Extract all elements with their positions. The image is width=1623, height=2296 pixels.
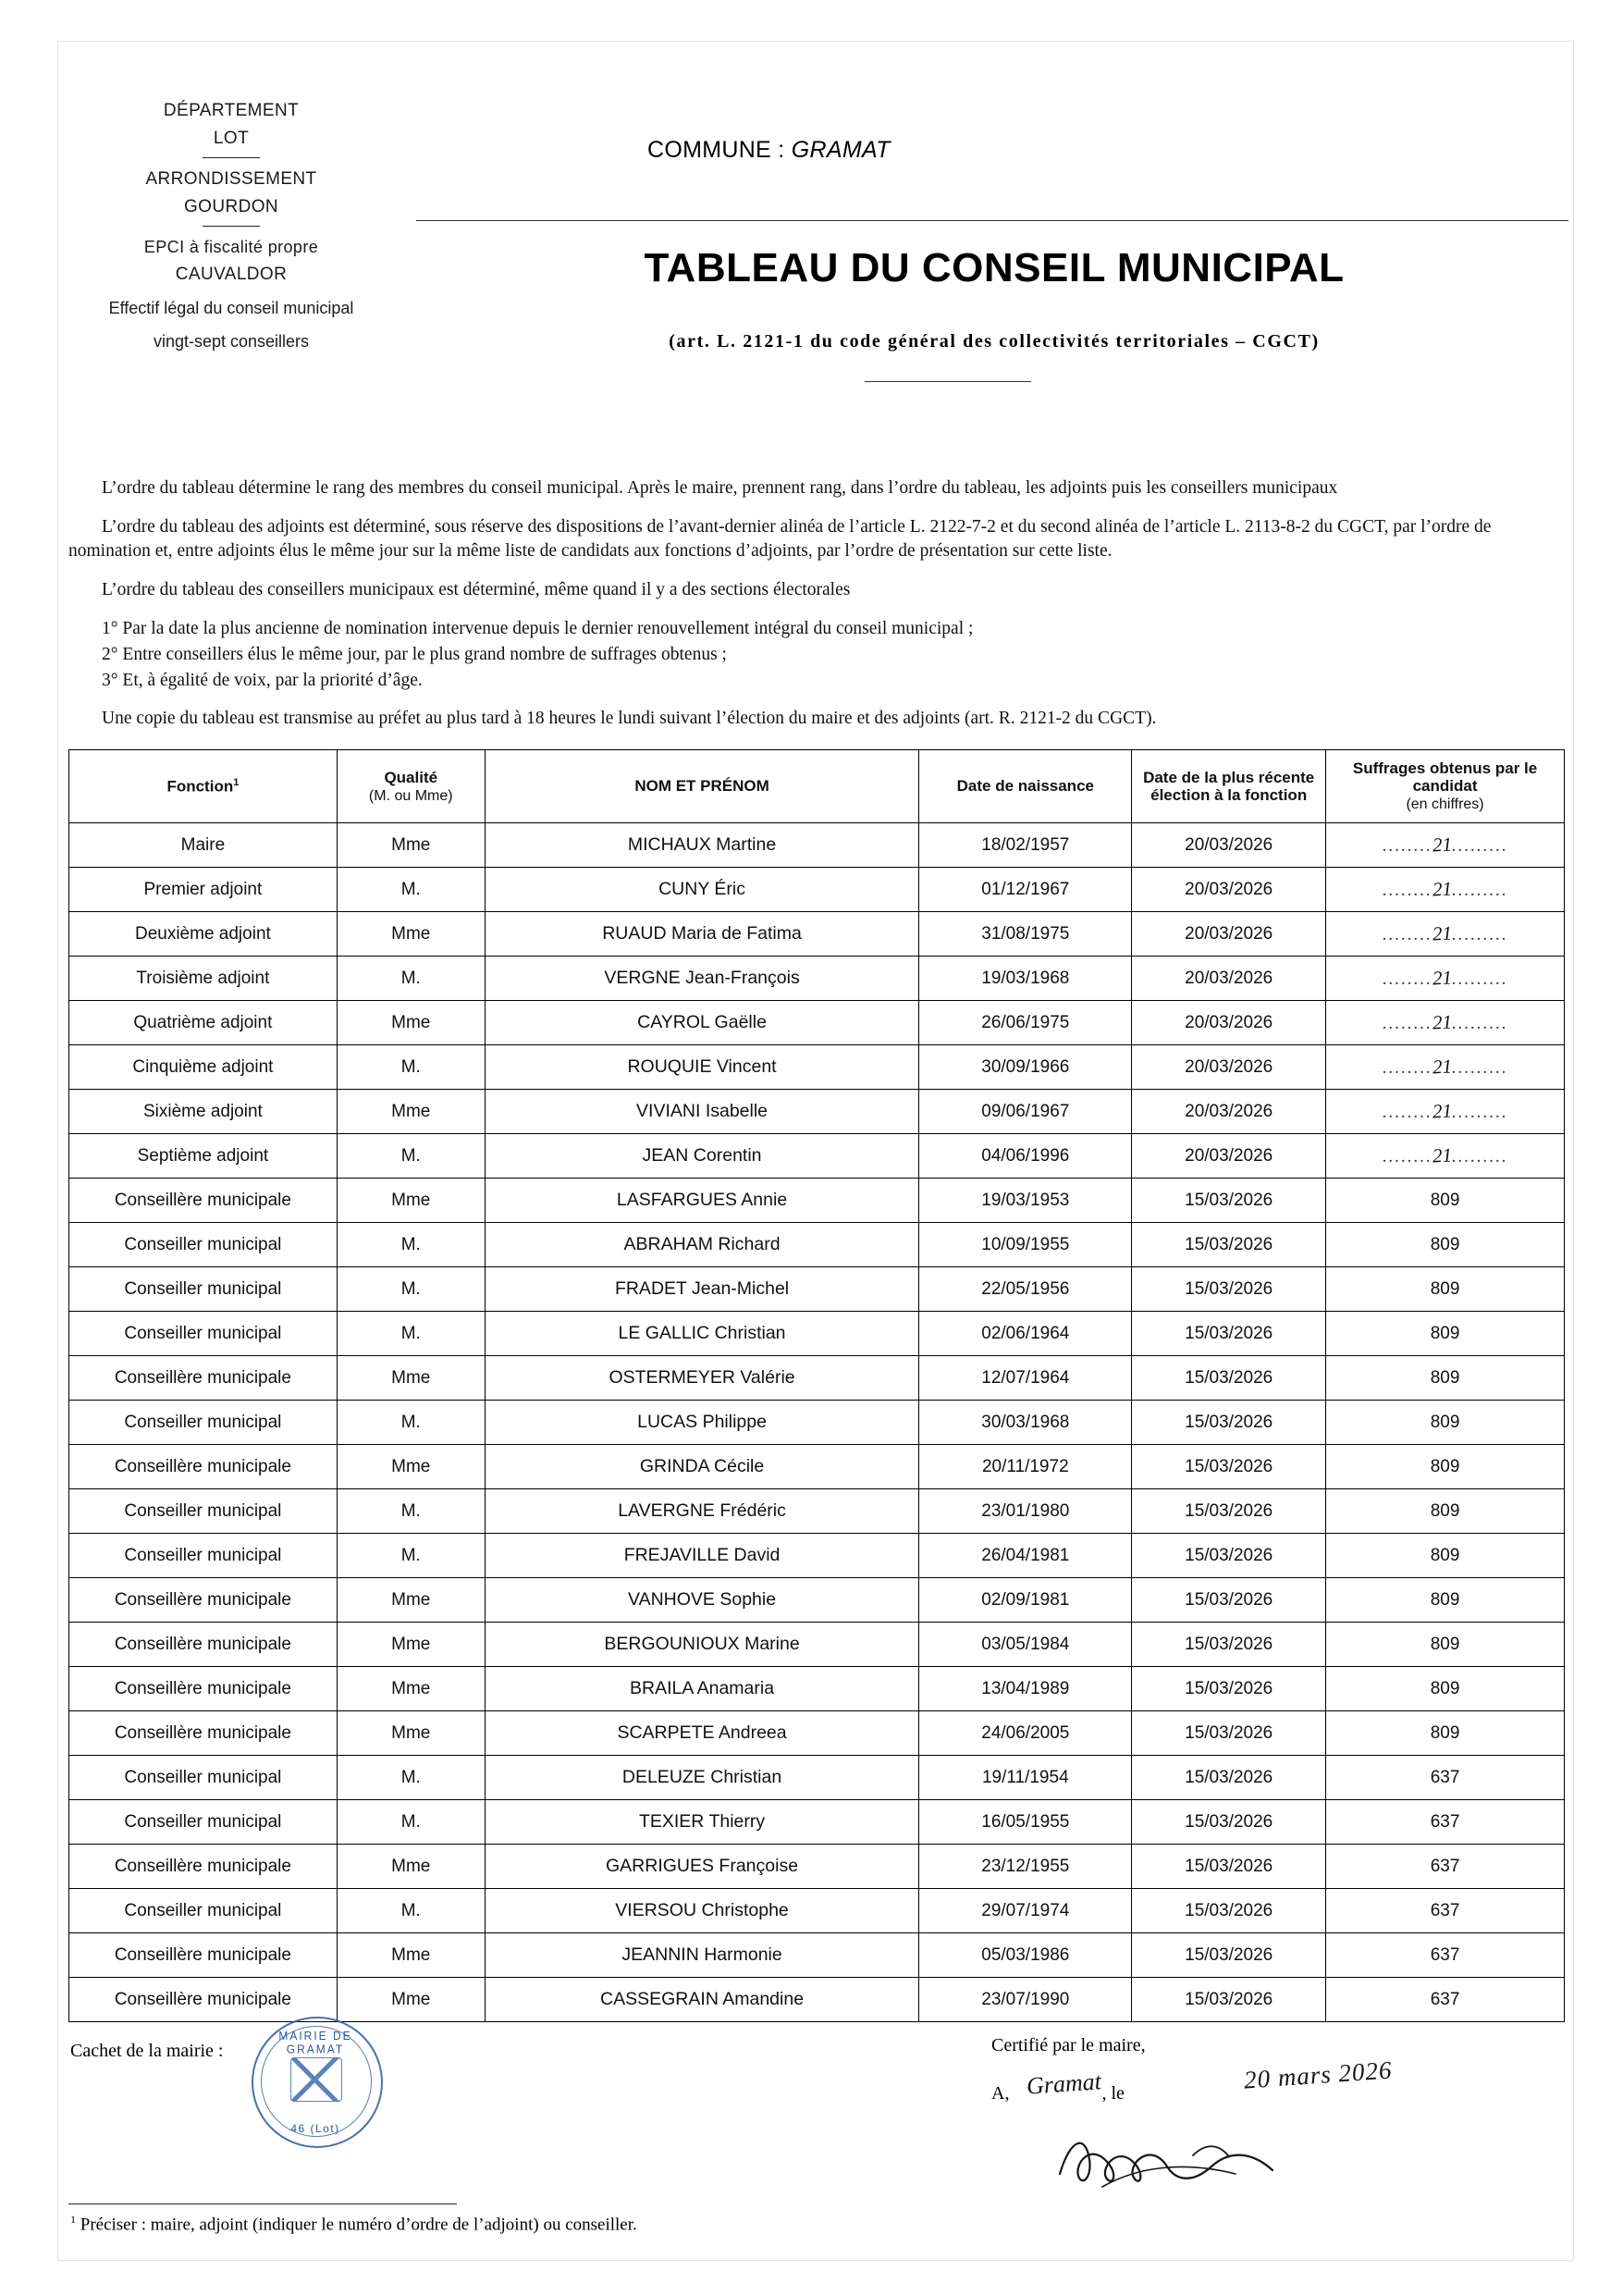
cell-suffrages: 637: [1326, 1978, 1565, 2022]
cell-nom: CASSEGRAIN Amandine: [485, 1978, 919, 2022]
cell-election: 20/03/2026: [1132, 868, 1326, 912]
effectif-value: vingt-sept conseillers: [153, 332, 310, 351]
commune-heading: [647, 137, 891, 164]
cell-suffrages: 809: [1326, 1312, 1565, 1356]
dotted-leader-end: .........: [1451, 969, 1508, 989]
cell-suffrages: 809: [1326, 1179, 1565, 1223]
cell-election: 20/03/2026: [1132, 957, 1326, 1001]
cell-naissance: 20/11/1972: [919, 1445, 1132, 1489]
cell-naissance: 30/09/1966: [919, 1045, 1132, 1090]
cell-suffrages: [1326, 1090, 1565, 1134]
le-label: , le: [1101, 2083, 1125, 2104]
cell-election: 20/03/2026: [1132, 1045, 1326, 1090]
cell-fonction: Cinquième adjoint: [69, 1045, 338, 1090]
handwritten-suffrages: 21: [1432, 1143, 1453, 1167]
commune-label: COMMUNE :: [647, 137, 785, 163]
table-row: [69, 1134, 1565, 1179]
column-header-qualite-sub: (M. ou Mme): [368, 787, 453, 804]
cell-fonction: Conseillère municipale: [69, 1978, 338, 2022]
cell-fonction: Conseiller municipal: [69, 1401, 338, 1445]
cell-fonction: Conseillère municipale: [69, 1179, 338, 1223]
cell-election: 15/03/2026: [1132, 1312, 1326, 1356]
legal-criterion-3: 3° Et, à égalité de voix, par la priorité d’âge.: [102, 670, 423, 690]
cell-qualite: Mme: [337, 1445, 485, 1489]
dotted-leader-end: .........: [1451, 881, 1508, 900]
table-row: [69, 1312, 1565, 1356]
cell-qualite: Mme: [337, 1001, 485, 1045]
handwritten-suffrages: 21: [1432, 877, 1453, 901]
divider-2: [203, 226, 260, 227]
dotted-leader-end: .........: [1451, 836, 1508, 856]
cell-election: 15/03/2026: [1132, 1179, 1326, 1223]
handwritten-suffrages: 21: [1432, 921, 1453, 945]
table-row: [69, 1978, 1565, 2022]
handwritten-place: Gramat: [1026, 2068, 1102, 2100]
table-body: [69, 823, 1565, 2022]
a-label: A,: [991, 2083, 1010, 2104]
cachet-label: Cachet de la mairie :: [70, 2041, 224, 2061]
cell-fonction: Conseillère municipale: [69, 1445, 338, 1489]
cell-nom: FREJAVILLE David: [485, 1534, 919, 1578]
cell-nom: ROUQUIE Vincent: [485, 1045, 919, 1090]
cell-qualite: Mme: [337, 1090, 485, 1134]
cell-qualite: M.: [337, 1489, 485, 1534]
table-row: [69, 1534, 1565, 1578]
footnote-divider: [68, 2203, 457, 2204]
departement-value: LOT: [213, 129, 250, 148]
cell-election: 15/03/2026: [1132, 1978, 1326, 2022]
cell-suffrages: 637: [1326, 1756, 1565, 1800]
table-row: [69, 1889, 1565, 1933]
cell-suffrages: 809: [1326, 1489, 1565, 1534]
cell-election: 15/03/2026: [1132, 1711, 1326, 1756]
column-header-fonction-note: 1: [233, 777, 240, 789]
cell-election: 15/03/2026: [1132, 1223, 1326, 1267]
table-row: [69, 1623, 1565, 1667]
cell-nom: BERGOUNIOUX Marine: [485, 1623, 919, 1667]
table-row: [69, 1489, 1565, 1534]
column-header-qualite-label: Qualité: [384, 768, 438, 786]
dotted-leader: ........: [1382, 1147, 1432, 1167]
table-row: [69, 1401, 1565, 1445]
cell-fonction: Conseiller municipal: [69, 1889, 338, 1933]
subtitle-divider: [865, 381, 1031, 382]
column-header-suffrages-sub: (en chiffres): [1406, 796, 1484, 813]
cell-fonction: Conseiller municipal: [69, 1756, 338, 1800]
mairie-stamp-icon: [252, 2017, 381, 2146]
cell-nom: OSTERMEYER Valérie: [485, 1356, 919, 1401]
cell-naissance: 12/07/1964: [919, 1356, 1132, 1401]
cell-suffrages: [1326, 868, 1565, 912]
cell-suffrages: [1326, 1134, 1565, 1179]
table-header-row: [69, 750, 1565, 823]
cell-qualite: Mme: [337, 1711, 485, 1756]
table-row: [69, 1845, 1565, 1889]
dotted-leader-end: .........: [1451, 1014, 1508, 1033]
cell-nom: SCARPETE Andreea: [485, 1711, 919, 1756]
cell-qualite: M.: [337, 1223, 485, 1267]
footnote-marker: 1: [70, 2213, 76, 2226]
cell-naissance: 05/03/1986: [919, 1933, 1132, 1978]
cell-nom: CUNY Éric: [485, 868, 919, 912]
dotted-leader: ........: [1382, 1103, 1432, 1122]
cell-fonction: Conseillère municipale: [69, 1845, 338, 1889]
epci-value: CAUVALDOR: [175, 265, 288, 284]
cell-suffrages: 809: [1326, 1711, 1565, 1756]
cell-suffrages: 809: [1326, 1223, 1565, 1267]
cell-nom: ABRAHAM Richard: [485, 1223, 919, 1267]
cell-election: 20/03/2026: [1132, 823, 1326, 868]
cell-naissance: 10/09/1955: [919, 1223, 1132, 1267]
cell-naissance: 26/04/1981: [919, 1534, 1132, 1578]
cell-naissance: 24/06/2005: [919, 1711, 1132, 1756]
cell-naissance: 30/03/1968: [919, 1401, 1132, 1445]
legal-criterion-2: 2° Entre conseillers élus le même jour, par le plus grand nombre de suffrages obtenus ;: [102, 644, 727, 664]
cell-fonction: Maire: [69, 823, 338, 868]
dotted-leader-end: .........: [1451, 1058, 1508, 1078]
cell-election: 15/03/2026: [1132, 1756, 1326, 1800]
cell-qualite: M.: [337, 1889, 485, 1933]
cell-fonction: Septième adjoint: [69, 1134, 338, 1179]
cell-nom: LAVERGNE Frédéric: [485, 1489, 919, 1534]
cell-nom: GRINDA Cécile: [485, 1445, 919, 1489]
legal-paragraph-1: L’ordre du tableau détermine le rang des membres du conseil municipal. Après le maire, prennent rang, dans l’ordre du tableau, les adjoints puis les conseillers municipaux: [102, 478, 1338, 498]
legal-text: [68, 476, 1562, 746]
cell-qualite: Mme: [337, 1179, 485, 1223]
cell-qualite: M.: [337, 868, 485, 912]
table-row: [69, 957, 1565, 1001]
table-row: [69, 1267, 1565, 1312]
cell-election: 15/03/2026: [1132, 1667, 1326, 1711]
cell-naissance: 13/04/1989: [919, 1667, 1132, 1711]
legal-paragraph-3: L’ordre du tableau des conseillers municipaux est déterminé, même quand il y a des sections électorales: [102, 579, 851, 599]
cell-suffrages: [1326, 1045, 1565, 1090]
cell-qualite: Mme: [337, 1623, 485, 1667]
cell-fonction: Conseillère municipale: [69, 1711, 338, 1756]
cell-qualite: Mme: [337, 1578, 485, 1623]
cell-fonction: Conseiller municipal: [69, 1223, 338, 1267]
cell-suffrages: [1326, 1001, 1565, 1045]
cell-fonction: Conseiller municipal: [69, 1312, 338, 1356]
cell-suffrages: 809: [1326, 1578, 1565, 1623]
cell-election: 15/03/2026: [1132, 1489, 1326, 1534]
stamp-top-text: MAIRIE DE GRAMAT: [278, 2029, 352, 2056]
cell-naissance: 19/03/1968: [919, 957, 1132, 1001]
cell-election: 15/03/2026: [1132, 1845, 1326, 1889]
dotted-leader-end: .........: [1451, 925, 1508, 944]
table-row: [69, 1001, 1565, 1045]
column-header-suffrages: [1326, 750, 1565, 823]
cell-election: 15/03/2026: [1132, 1800, 1326, 1845]
cell-qualite: M.: [337, 1267, 485, 1312]
cell-nom: VERGNE Jean-François: [485, 957, 919, 1001]
cell-suffrages: [1326, 957, 1565, 1001]
cell-naissance: 23/07/1990: [919, 1978, 1132, 2022]
cell-nom: LUCAS Philippe: [485, 1401, 919, 1445]
footnote-text: Préciser : maire, adjoint (indiquer le numéro d’ordre de l’adjoint) ou conseiller.: [80, 2215, 637, 2235]
cell-naissance: 18/02/1957: [919, 823, 1132, 868]
cell-nom: LASFARGUES Annie: [485, 1179, 919, 1223]
column-header-fonction: [69, 750, 338, 823]
cell-naissance: 22/05/1956: [919, 1267, 1132, 1312]
council-table: [68, 749, 1565, 2022]
cell-election: 15/03/2026: [1132, 1267, 1326, 1312]
cell-suffrages: 637: [1326, 1845, 1565, 1889]
cell-nom: DELEUZE Christian: [485, 1756, 919, 1800]
cell-naissance: 09/06/1967: [919, 1090, 1132, 1134]
cell-naissance: 19/11/1954: [919, 1756, 1132, 1800]
dotted-leader: ........: [1382, 1058, 1432, 1078]
cell-election: 15/03/2026: [1132, 1356, 1326, 1401]
cell-qualite: M.: [337, 957, 485, 1001]
column-header-fonction-label: Fonction: [166, 777, 234, 796]
cell-nom: VIERSOU Christophe: [485, 1889, 919, 1933]
arrondissement-value: GOURDON: [183, 197, 279, 216]
footnote: [70, 2213, 637, 2235]
legal-paragraph-4: Une copie du tableau est transmise au préfet au plus tard à 18 heures le lundi suivant l’élection du maire et des adjoints (art. R. 2121-2 du CGCT).: [102, 709, 1157, 729]
cell-naissance: 04/06/1996: [919, 1134, 1132, 1179]
commune-value: GRAMAT: [791, 137, 891, 163]
cell-qualite: M.: [337, 1534, 485, 1578]
cell-qualite: M.: [337, 1045, 485, 1090]
legal-paragraph-2: L’ordre du tableau des adjoints est déterminé, sous réserve des dispositions de l’avant-dernier alinéa de l’article L. 2122-7-2 et du second alinéa de l’article L. 2113-8-2 du CGCT, par l’ordre de nomination et, entre adjoints élus le même jour sur la même liste de candidats aux fonctions d’adjoints, par l’ordre de présentation sur cette liste.: [68, 516, 1492, 561]
legal-criterion-1: 1° Par la date la plus ancienne de nomination intervenue depuis le dernier renouvellement intégral du conseil municipal ;: [102, 618, 974, 638]
cell-qualite: Mme: [337, 1933, 485, 1978]
cell-election: 20/03/2026: [1132, 1134, 1326, 1179]
cell-naissance: 23/01/1980: [919, 1489, 1132, 1534]
column-header-election: Date de la plus récente élection à la fonction: [1132, 750, 1326, 823]
cell-fonction: Conseiller municipal: [69, 1800, 338, 1845]
cell-nom: VANHOVE Sophie: [485, 1578, 919, 1623]
table-row: [69, 912, 1565, 957]
cell-nom: TEXIER Thierry: [485, 1800, 919, 1845]
cell-naissance: 03/05/1984: [919, 1623, 1132, 1667]
cell-qualite: Mme: [337, 1667, 485, 1711]
cell-nom: JEAN Corentin: [485, 1134, 919, 1179]
cell-naissance: 26/06/1975: [919, 1001, 1132, 1045]
cell-naissance: 01/12/1967: [919, 868, 1132, 912]
table-row: [69, 1756, 1565, 1800]
header-left-block: [65, 102, 398, 350]
cell-naissance: 19/03/1953: [919, 1179, 1132, 1223]
cell-election: 20/03/2026: [1132, 1090, 1326, 1134]
cell-fonction: Conseillère municipale: [69, 1578, 338, 1623]
handwritten-suffrages: 21: [1432, 966, 1453, 990]
handwritten-suffrages: 21: [1432, 1099, 1453, 1123]
column-header-suffrages-label: Suffrages obtenus par le candidat: [1352, 759, 1538, 796]
cell-fonction: Sixième adjoint: [69, 1090, 338, 1134]
handwritten-suffrages: 21: [1432, 833, 1453, 857]
handwritten-suffrages: 21: [1432, 1010, 1453, 1034]
cell-suffrages: 637: [1326, 1800, 1565, 1845]
page-title: TABLEAU DU CONSEIL MUNICIPAL: [644, 245, 1345, 290]
cell-nom: LE GALLIC Christian: [485, 1312, 919, 1356]
table-row: [69, 1223, 1565, 1267]
cell-fonction: Conseiller municipal: [69, 1534, 338, 1578]
cell-fonction: Premier adjoint: [69, 868, 338, 912]
table-row: [69, 1711, 1565, 1756]
cell-election: 15/03/2026: [1132, 1578, 1326, 1623]
cell-qualite: Mme: [337, 1356, 485, 1401]
cell-fonction: Conseiller municipal: [69, 1489, 338, 1534]
cell-qualite: M.: [337, 1800, 485, 1845]
stamp-bottom-text: 46 (Lot): [290, 2122, 340, 2135]
cell-suffrages: 809: [1326, 1623, 1565, 1667]
cell-suffrages: [1326, 823, 1565, 868]
handwritten-date: 20 mars 2026: [1243, 2055, 1394, 2094]
dotted-leader: ........: [1382, 836, 1432, 856]
cell-suffrages: 809: [1326, 1534, 1565, 1578]
legal-ordered-criteria: [68, 617, 1562, 693]
header-divider: [416, 220, 1568, 221]
epci-label: EPCI à fiscalité propre: [143, 238, 319, 256]
dotted-leader: ........: [1382, 1014, 1432, 1033]
cell-naissance: 31/08/1975: [919, 912, 1132, 957]
table-row: [69, 1090, 1565, 1134]
cell-nom: RUAUD Maria de Fatima: [485, 912, 919, 957]
cell-naissance: 16/05/1955: [919, 1800, 1132, 1845]
departement-label: DÉPARTEMENT: [163, 101, 300, 120]
cell-qualite: M.: [337, 1134, 485, 1179]
cell-fonction: Conseillère municipale: [69, 1356, 338, 1401]
cell-fonction: Conseillère municipale: [69, 1933, 338, 1978]
stamp-emblem-icon: [290, 2057, 342, 2102]
cell-fonction: Conseillère municipale: [69, 1667, 338, 1711]
cell-suffrages: 637: [1326, 1933, 1565, 1978]
cell-suffrages: 637: [1326, 1889, 1565, 1933]
cell-suffrages: 809: [1326, 1445, 1565, 1489]
cell-nom: GARRIGUES Françoise: [485, 1845, 919, 1889]
cell-suffrages: [1326, 912, 1565, 957]
table-row: [69, 1179, 1565, 1223]
cell-election: 15/03/2026: [1132, 1445, 1326, 1489]
cell-suffrages: 809: [1326, 1667, 1565, 1711]
cell-election: 15/03/2026: [1132, 1933, 1326, 1978]
cell-qualite: Mme: [337, 823, 485, 868]
cell-election: 20/03/2026: [1132, 912, 1326, 957]
cell-election: 15/03/2026: [1132, 1534, 1326, 1578]
cell-qualite: Mme: [337, 1845, 485, 1889]
cell-nom: JEANNIN Harmonie: [485, 1933, 919, 1978]
dotted-leader: ........: [1382, 969, 1432, 989]
table-row: [69, 1045, 1565, 1090]
cell-qualite: M.: [337, 1312, 485, 1356]
cell-fonction: Conseiller municipal: [69, 1267, 338, 1312]
cell-fonction: Troisième adjoint: [69, 957, 338, 1001]
cell-qualite: M.: [337, 1401, 485, 1445]
cell-qualite: M.: [337, 1756, 485, 1800]
arrondissement-label: ARRONDISSEMENT: [145, 169, 317, 189]
column-header-naissance: Date de naissance: [919, 750, 1132, 823]
certified-by-label: Certifié par le maire,: [991, 2035, 1146, 2055]
cell-fonction: Quatrième adjoint: [69, 1001, 338, 1045]
cell-election: 20/03/2026: [1132, 1001, 1326, 1045]
cell-nom: BRAILA Anamaria: [485, 1667, 919, 1711]
cell-nom: CAYROL Gaëlle: [485, 1001, 919, 1045]
dotted-leader: ........: [1382, 925, 1432, 944]
handwritten-suffrages: 21: [1432, 1055, 1453, 1079]
cell-suffrages: 809: [1326, 1401, 1565, 1445]
cell-qualite: Mme: [337, 912, 485, 957]
cell-naissance: 02/09/1981: [919, 1578, 1132, 1623]
cell-nom: FRADET Jean-Michel: [485, 1267, 919, 1312]
mayor-signature: [1054, 2118, 1313, 2202]
dotted-leader-end: .........: [1451, 1147, 1508, 1167]
table-row: [69, 1445, 1565, 1489]
effectif-label: Effectif légal du conseil municipal: [108, 299, 354, 317]
cell-fonction: Conseillère municipale: [69, 1623, 338, 1667]
cell-election: 15/03/2026: [1132, 1889, 1326, 1933]
table-row: [69, 1667, 1565, 1711]
table-row: [69, 868, 1565, 912]
dotted-leader-end: .........: [1451, 1103, 1508, 1122]
cell-nom: VIVIANI Isabelle: [485, 1090, 919, 1134]
table-row: [69, 1578, 1565, 1623]
table-row: [69, 1800, 1565, 1845]
cell-suffrages: 809: [1326, 1356, 1565, 1401]
cell-election: 15/03/2026: [1132, 1623, 1326, 1667]
table-row: [69, 1356, 1565, 1401]
cell-naissance: 29/07/1974: [919, 1889, 1132, 1933]
cell-election: 15/03/2026: [1132, 1401, 1326, 1445]
cell-naissance: 23/12/1955: [919, 1845, 1132, 1889]
column-header-qualite: [337, 750, 485, 823]
dotted-leader: ........: [1382, 881, 1432, 900]
table-row: [69, 1933, 1565, 1978]
page-subtitle: (art. L. 2121-1 du code général des collectivités territoriales – CGCT): [669, 331, 1320, 352]
cell-nom: MICHAUX Martine: [485, 823, 919, 868]
column-header-nom: NOM ET PRÉNOM: [485, 750, 919, 823]
cell-naissance: 02/06/1964: [919, 1312, 1132, 1356]
cell-fonction: Deuxième adjoint: [69, 912, 338, 957]
table-row: [69, 823, 1565, 868]
cell-qualite: Mme: [337, 1978, 485, 2022]
divider-1: [203, 157, 260, 158]
cell-suffrages: 809: [1326, 1267, 1565, 1312]
